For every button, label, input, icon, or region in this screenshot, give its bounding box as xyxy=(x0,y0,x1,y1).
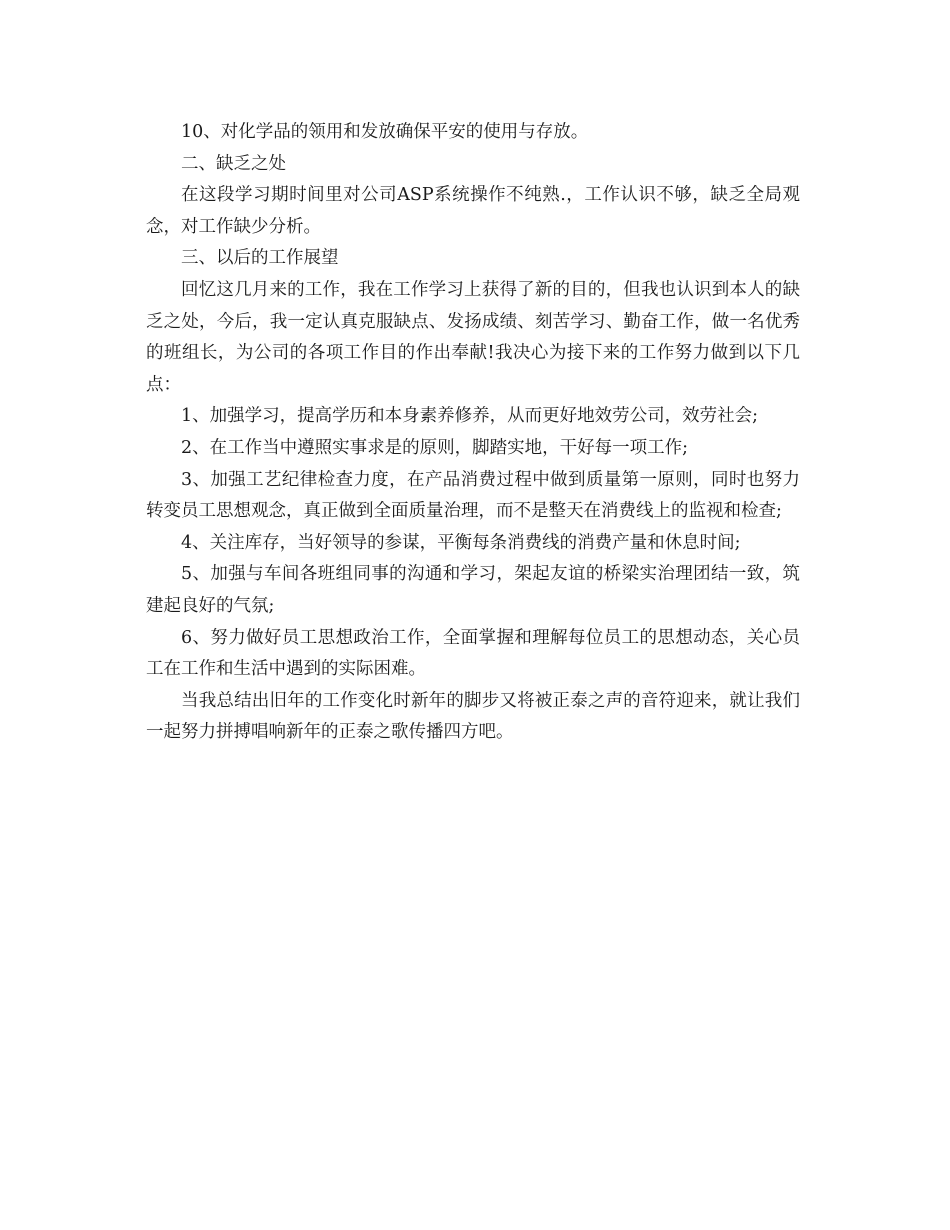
list-item-4: 4、关注库存，当好领导的参谋，平衡每条消费线的消费产量和休息时间; xyxy=(181,532,741,553)
list-item-3: 3、加强工艺纪律检查力度，在产品消费过程中做到质量第一原则，同时也努力转变员工思想观念，真正做到全面质量治理，而不是整天在消费线上的监视和检查; xyxy=(146,469,800,522)
section-heading-outlook: 三、以后的工作展望 xyxy=(181,248,339,269)
paragraph-outlook-intro: 回忆这几月来的工作，我在工作学习上获得了新的目的，但我也认识到本人的缺乏之处，今后，我一定认真克服缺点、发扬成绩、刻苦学习、勤奋工作，做一名优秀的班组长，为公司的各项工作目的作出奉献!我决心为接下来的工作努力做到以下几点： xyxy=(146,279,800,395)
list-item-5: 5、加强与车间各班组同事的沟通和学习，架起友谊的桥梁实治理团结一致，筑建起良好的气氛; xyxy=(146,564,800,616)
paragraph-item-10: 10、对化学品的领用和发放确保平安的使用与存放。 xyxy=(181,122,589,142)
closing-paragraph: 当我总结出旧年的工作变化时新年的脚步又将被正泰之声的音符迎来，就让我们一起努力拼搏唱响新年的正泰之歌传播四方吧。 xyxy=(146,690,800,743)
section-heading-shortcomings: 二、缺乏之处 xyxy=(181,153,286,174)
list-item-2: 2、在工作当中遵照实事求是的原则，脚踏实地，干好每一项工作; xyxy=(181,437,689,458)
document-body xyxy=(146,117,800,749)
paragraph-shortcomings: 在这段学习期时间里对公司ASP系统操作不纯熟.，工作认识不够，缺乏全局观念，对工作缺少分析。 xyxy=(146,185,800,237)
list-item-1: 1、加强学习，提高学历和本身素养修养，从而更好地效劳公司，效劳社会; xyxy=(181,406,759,427)
list-item-6: 6、努力做好员工思想政治工作，全面掌握和理解每位员工的思想动态，关心员工在工作和生活中遇到的实际困难。 xyxy=(146,627,800,680)
